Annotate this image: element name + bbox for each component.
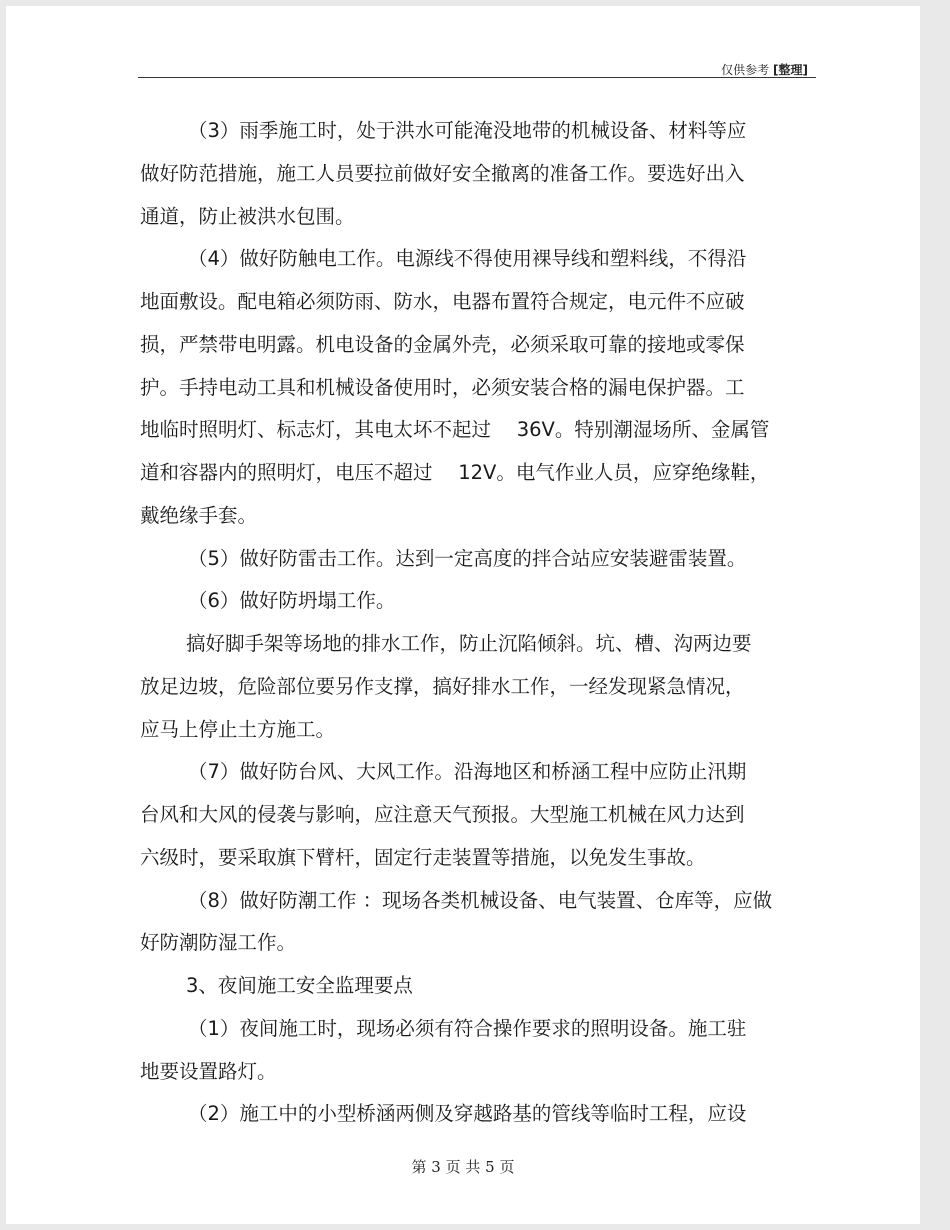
text-line: 地要设置路灯。 (140, 1059, 277, 1083)
text-line: 六级时，要采取旗下臂杆，固定行走装置等措施，以免发生事故。 (140, 845, 706, 869)
header-tag: [整理] (773, 63, 808, 77)
document-page (6, 6, 920, 1224)
text-line: （3）雨季施工时，处于洪水可能淹没地带的机械设备、材料等应 (188, 119, 747, 142)
text-line: 通道，防止被洪水包围。 (140, 204, 355, 228)
page-header (721, 62, 808, 78)
section-heading: 3、夜间施工安全监理要点 (186, 974, 413, 997)
text-line: 地面敷设。配电箱必须防雨、防水，电器布置符合规定，电元件不应破 (140, 290, 745, 313)
text-line: （5）做好防雷击工作。达到一定高度的拌合站应安装避雷装置。 (188, 546, 747, 570)
text-line: 损，严禁带电明露。机电设备的金属外壳，必须采取可靠的接地或零保 (140, 332, 745, 356)
text-line: 应马上停止土方施工。 (140, 717, 336, 741)
text-line: （6）做好防坍塌工作。 (188, 589, 396, 613)
text-line: 台风和大风的侵袭与影响，应注意天气预报。大型施工机械在风力达到 (140, 803, 745, 826)
text-line: 做好防范措施，施工人员要拉前做好安全撤离的准备工作。要选好出入 (140, 161, 745, 185)
text-line: （8）做好防潮工作 ：现场各类机械设备、电气装置、仓库等，应做 (188, 888, 773, 912)
text-line: （7）做好防台风、大风工作。沿海地区和桥涵工程中应防止汛期 (188, 760, 747, 784)
page-footer: 第 3 页 共 5 页 (411, 1158, 515, 1176)
text-line: （1）夜间施工时，现场必须有符合操作要求的照明设备。施工驻 (188, 1016, 747, 1040)
text-line: 戴绝缘手套。 (140, 503, 258, 527)
text-line: 地临时照明灯、标志灯，其电太坏不起过 36V。特别潮湿场所、金属管 (140, 418, 770, 442)
text-line: 好防潮防湿工作。 (140, 931, 297, 955)
header-divider (138, 77, 816, 78)
text-line: （4）做好防触电工作。电源线不得使用裸导线和塑料线，不得沿 (188, 247, 747, 271)
text-line: 放足边坡，危险部位要另作支撑，搞好排水工作，一经发现紧急情况， (140, 674, 745, 698)
header-label: 仅供参考 (721, 63, 770, 77)
text-line: 搞好脚手架等场地的排水工作，防止沉陷倾斜。坑、槽、沟两边要 (186, 632, 752, 655)
text-line: 护。手持电动工具和机械设备使用时，必须安装合格的漏电保护器。工 (140, 375, 745, 399)
text-line: 道和容器内的照明灯，电压不超过 12V。电气作业人员，应穿绝缘鞋， (140, 461, 770, 484)
text-line: （2）施工中的小型桥涵两侧及穿越路基的管线等临时工程，应设 (188, 1102, 747, 1126)
body-text (140, 110, 800, 1136)
